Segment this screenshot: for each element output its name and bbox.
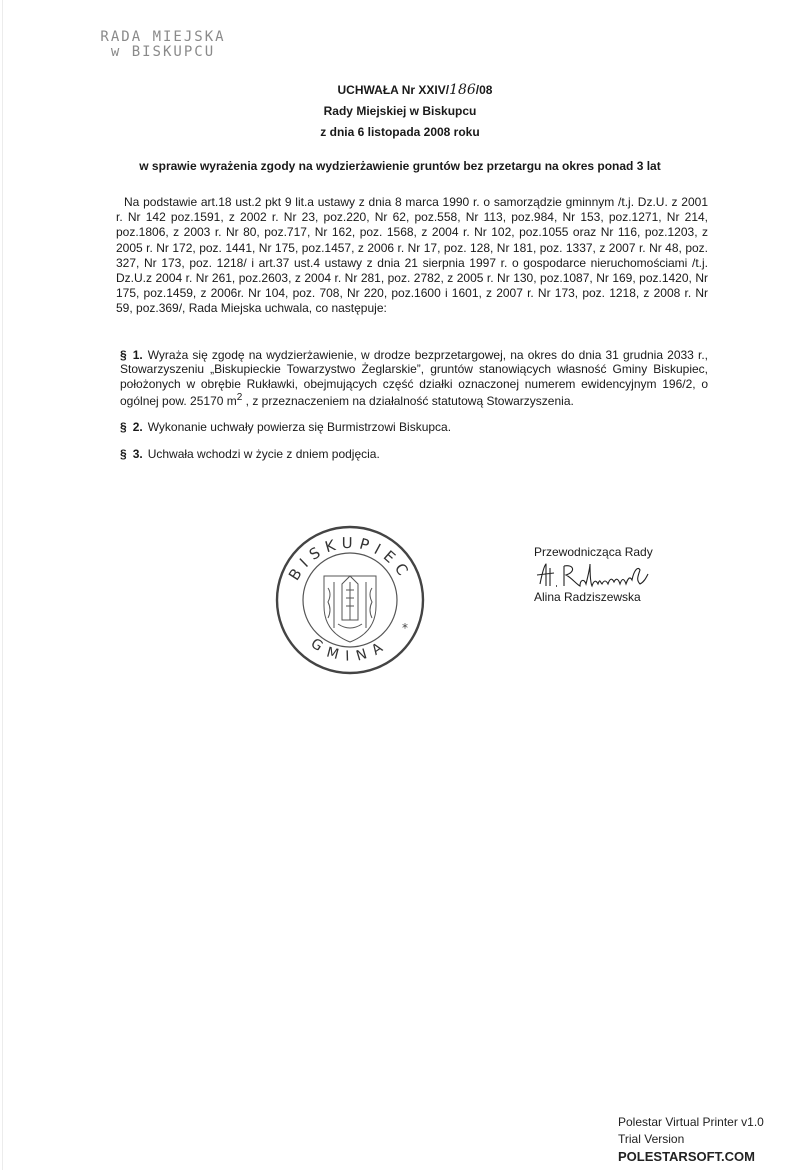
watermark-line-2: Trial Version bbox=[618, 1132, 685, 1146]
section-1-text: Wyraża się zgodę na wydzierżawienie, w drodze bezprzetargowej, na okres do dnia 31 grudnia 2033 r., Stowarzyszeniu „Biskupieckie Towarzystwo Żeglarskie”, gruntów stanowiących własność Gminy Biskupiec, położonych w obrębie Rukławki, obejmujących część działki oznaczonej numerem ewidencyjnym 196/2, o ogólnej pow. 25170 m bbox=[120, 348, 708, 409]
handwritten-signature bbox=[534, 560, 652, 590]
stamp-line-1: RADA MIEJSKA bbox=[100, 29, 226, 45]
signatory-role: Przewodnicząca Rady bbox=[534, 545, 653, 559]
section-1-text-end: , z przeznaczeniem na działalność statutową Stowarzyszenia. bbox=[242, 394, 574, 409]
council-stamp bbox=[88, 30, 238, 60]
seal-top-text: BISKUPIEC bbox=[284, 533, 416, 584]
seal-bottom-text: GMINA bbox=[307, 635, 393, 666]
signatory-name: Alina Radziszewska bbox=[534, 590, 641, 604]
section-3-text: Uchwała wchodzi w życie z dniem podjęcia. bbox=[147, 447, 380, 461]
paragraph-sign: § bbox=[120, 447, 127, 461]
resolution-header bbox=[0, 80, 800, 143]
section-3 bbox=[120, 447, 708, 461]
preamble-text: Na podstawie art.18 ust.2 pkt 9 lit.a ustawy z dnia 8 marca 1990 r. o samorządzie gminnym /t.j. Dz.U. z 2001 r. Nr 142 poz.1591, z 2002 r. Nr 23, poz.220, Nr 62, poz.558, Nr 113, poz.984, Nr 153, poz.1271, Nr 214, poz.1806, z 2003 r. Nr 80, poz.717, Nr 162, poz. 1568, z 2004 r. Nr 102, poz.1055 oraz Nr 116, poz.1203, z 2005 r. Nr 172, poz. 1441, Nr 175, poz.1457, z 2006 r. Nr 17, poz. 128, Nr 181, poz. 1337, z 2007 r. Nr 48, poz. 327, Nr 173, poz. 1218/ i art.37 ust.4 ustawy z dnia 21 sierpnia 1997 r. o gospodarce nieruchomościami /t.j. Dz.U.z 2004 r. Nr 261, poz.2603, z 2004 r. Nr 281, poz. 2782, z 2005 r. Nr 130, poz.1087, Nr 169, poz.1420, Nr 175, poz.1459, z 2006r. Nr 104, poz. 708, Nr 220, poz.1600 i 1601, z 2007 r. Nr 173, poz. 1218, z 2008 r. Nr 59, poz.369/, Rada Miejska uchwala, co następuje: bbox=[116, 195, 708, 316]
section-2 bbox=[120, 420, 708, 434]
municipal-seal bbox=[274, 524, 426, 676]
section-2-text: Wykonanie uchwały powierza się Burmistrzowi Biskupca. bbox=[147, 420, 452, 434]
watermark-line-1: Polestar Virtual Printer v1.0 bbox=[618, 1115, 764, 1129]
scan-edge bbox=[2, 0, 3, 1170]
resolution-title bbox=[0, 80, 800, 101]
paragraph-sign: § bbox=[120, 348, 127, 362]
printer-watermark bbox=[618, 1114, 764, 1165]
stamp-line-2: w BISKUPCU bbox=[110, 44, 216, 60]
area-unit-superscript: 2 bbox=[236, 392, 243, 404]
resolution-date: z dnia 6 listopada 2008 roku bbox=[320, 125, 480, 139]
watermark-brand: POLESTARSOFT.COM bbox=[618, 1149, 755, 1164]
seal-star: * bbox=[402, 621, 408, 635]
title-prefix: UCHWAŁA Nr XXIV/ bbox=[337, 83, 450, 97]
coat-of-arms-icon bbox=[324, 576, 376, 642]
council-name: Rady Miejskiej w Biskupcu bbox=[323, 104, 477, 118]
handwritten-number: 186 bbox=[449, 82, 476, 98]
paragraph-sign: § bbox=[120, 420, 127, 434]
title-suffix: /08 bbox=[475, 83, 493, 97]
legal-basis-preamble bbox=[116, 195, 708, 317]
signature-block bbox=[534, 545, 653, 605]
resolution-subject: w sprawie wyrażenia zgody na wydzierżawienie gruntów bez przetargu na okres ponad 3 lat bbox=[139, 159, 661, 173]
section-1 bbox=[120, 348, 708, 409]
section-number: 2. bbox=[132, 420, 143, 434]
section-number: 1. bbox=[132, 348, 143, 362]
section-number: 3. bbox=[132, 447, 143, 461]
